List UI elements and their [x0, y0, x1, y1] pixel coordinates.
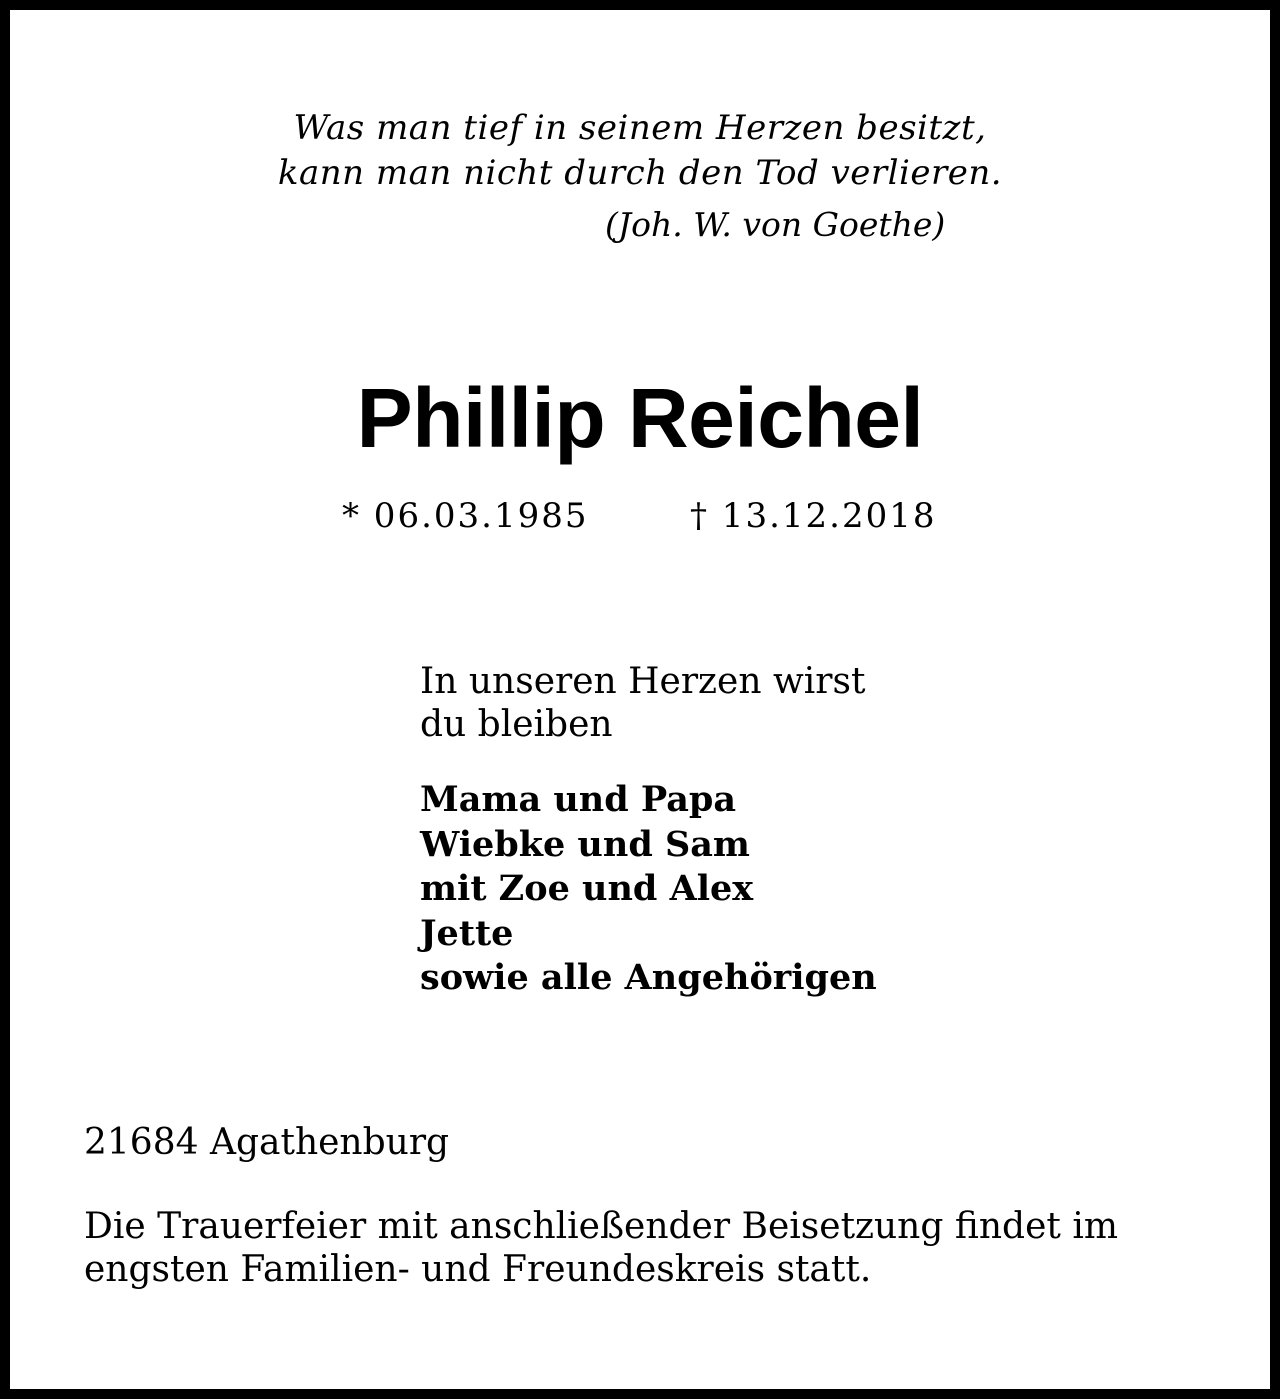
family-list [420, 778, 877, 1001]
ceremony-notice-line-2: engsten Familien- und Freundeskreis statt. [84, 1249, 872, 1290]
quote-author: (Joh. W. von Goethe) [605, 205, 946, 244]
message-line-2: du bleiben [420, 704, 613, 745]
ceremony-notice-line-1: Die Trauerfeier mit anschließender Beisetzung findet im [84, 1206, 1118, 1247]
family-member: mit Zoe und Alex [420, 868, 754, 909]
deceased-name: Phillip Reichel [356, 371, 924, 465]
death-date: † 13.12.2018 [690, 496, 937, 536]
quote-line-1: Was man tief in seinem Herzen besitzt, [293, 108, 987, 148]
family-member: Mama und Papa [420, 779, 737, 820]
birth-date: * 06.03.1985 [342, 496, 589, 536]
family-member: sowie alle Angehörigen [420, 957, 877, 998]
family-member: Wiebke und Sam [420, 823, 750, 865]
message-line-1: In unseren Herzen wirst [420, 661, 866, 702]
family-member: Jette [420, 912, 514, 954]
quote-line-2: kann man nicht durch den Tod verlieren. [277, 153, 1003, 193]
address: 21684 Agathenburg [84, 1122, 450, 1163]
